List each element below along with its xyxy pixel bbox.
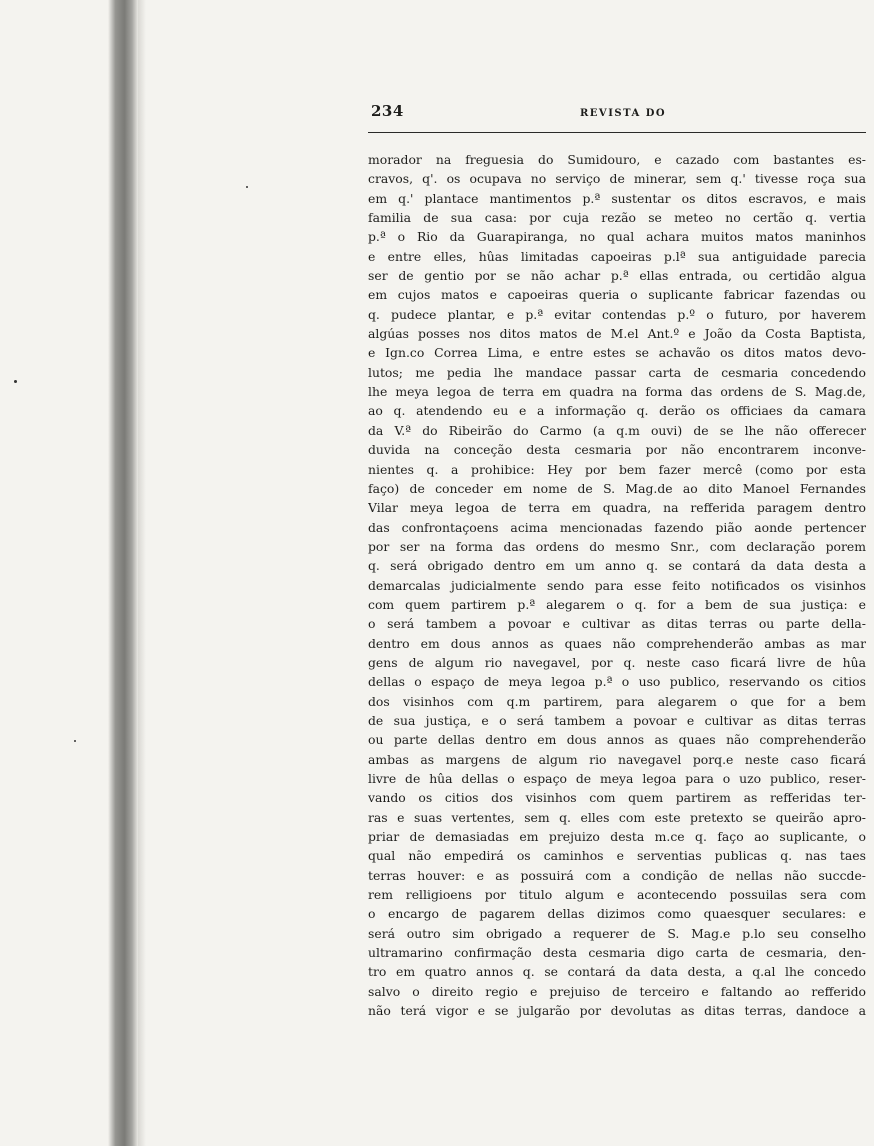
text-line: em cujos matos e capoeiras queria o suplicante fabricar fazendas ou [368, 287, 866, 303]
text-line: em q.' plantace mantimentos p.ª sustentar os ditos escravos, e mais [368, 190, 866, 206]
text-line: ultramarino confirmação desta cesmaria digo carta de cesmaria, den- [368, 945, 866, 961]
text-line: q. pudece plantar, e p.ª evitar contendas p.º o futuro, por haverem [368, 306, 866, 322]
text-line: cravos, q'. os ocupava no serviço de minerar, sem q.' tivesse roça sua [368, 171, 866, 187]
text-line: terras houver: e as possuirá com a condição de nellas não succde- [368, 867, 866, 883]
text-line: será outro sim obrigado a requerer de S. Mag.e p.lo seu conselho [368, 925, 866, 941]
text-line: ou parte dellas dentro em dous annos as quaes não comprehenderão [368, 732, 866, 748]
text-line: ao q. atendendo eu e a informação q. derão os officiaes da camara [368, 403, 866, 419]
text-line: q. será obrigado dentro em um anno q. se contará da data desta a [368, 558, 866, 574]
text-line: o será tambem a povoar e cultivar as ditas terras ou parte della- [368, 616, 866, 632]
running-head: REVISTA DO [580, 108, 667, 119]
text-line: algúas posses nos ditos matos de M.el Ant.º e João da Costa Baptista, [368, 326, 866, 342]
text-line: não terá vigor e se julgarão por devolutas as ditas terras, dandoce a [368, 1003, 866, 1019]
binding-edge [138, 0, 146, 1146]
text-line: por ser na forma das ordens do mesmo Snr., com declaração porem [368, 538, 866, 554]
text-line: dellas o espaço de meya legoa p.ª o uso publico, reservando os citios [368, 674, 866, 690]
text-line: ser de gentio por se não achar p.ª ellas entrada, ou certidão algua [368, 268, 866, 284]
text-line: qual não empedirá os caminhos e serventias publicas q. nas taes [368, 848, 866, 864]
text-line: rem relligioens por titulo algum e acontecendo possuilas sera com [368, 887, 866, 903]
paper-speck [14, 380, 17, 383]
text-line: lutos; me pedia lhe mandace passar carta de cesmaria concedendo [368, 364, 866, 380]
text-line: e Ign.co Correa Lima, e entre estes se achavão os ditos matos devo- [368, 345, 866, 361]
text-line: dentro em dous annos as quaes não comprehenderão ambas as mar [368, 635, 866, 651]
text-line: priar de demasiadas em prejuizo desta m.ce q. faço ao suplicante, o [368, 829, 866, 845]
text-line: Vilar meya legoa de terra em quadra, na refferida paragem dentro [368, 500, 866, 516]
text-line: dos visinhos com q.m partirem, para alegarem o que for a bem [368, 693, 866, 709]
text-line: de sua justiça, e o será tambem a povoar e cultivar as ditas terras [368, 712, 866, 728]
text-line: da V.ª do Ribeirão do Carmo (a q.m ouvi) de se lhe não offerecer [368, 422, 866, 438]
text-line: morador na freguesia do Sumidouro, e cazado com bastantes es- [368, 152, 866, 167]
paper-speck [74, 740, 76, 742]
text-line: das confrontaçoens acima mencionadas fazendo pião aonde pertencer [368, 519, 866, 535]
paper-speck [246, 186, 248, 188]
text-line: familia de sua casa: por cuja rezão se meteo no certão q. vertia [368, 210, 866, 226]
text-line: salvo o direito regio e prejuiso de terceiro e faltando ao refferido [368, 983, 866, 999]
text-line: duvida na conceção desta cesmaria por não encontrarem inconve- [368, 442, 866, 458]
text-line: p.ª o Rio da Guarapiranga, no qual achara muitos matos maninhos [368, 229, 866, 245]
text-line: lhe meya legoa de terra em quadra na forma das ordens de S. Mag.de, [368, 384, 866, 400]
text-line: gens de algum rio navegavel, por q. neste caso ficará livre de hûa [368, 654, 866, 670]
text-line: ras e suas vertentes, sem q. elles com este pretexto se queirão apro- [368, 809, 866, 825]
page-number: 234 [371, 102, 404, 120]
text-line: vando os citios dos visinhos com quem partirem as refferidas ter- [368, 790, 866, 806]
text-line: nientes q. a prohibice: Hey por bem fazer mercê (como por esta [368, 461, 866, 477]
body-text [368, 150, 866, 1020]
text-line: ambas as margens de algum rio navegavel porq.e neste caso ficará [368, 751, 866, 767]
text-line: faço) de conceder em nome de S. Mag.de ao dito Manoel Fernandes [368, 480, 866, 496]
binding-shadow [108, 0, 138, 1146]
header-rule [368, 132, 866, 133]
text-line: o encargo de pagarem dellas dizimos como quaesquer seculares: e [368, 906, 866, 922]
text-line: com quem partirem p.ª alegarem o q. for a bem de sua justiça: e [368, 596, 866, 612]
text-line: tro em quatro annos q. se contará da data desta, a q.al lhe concedo [368, 964, 866, 980]
text-line: e entre elles, hûas limitadas capoeiras p.lª sua antiguidade parecia [368, 248, 866, 264]
text-line: livre de hûa dellas o espaço de meya legoa para o uzo publico, reser- [368, 771, 866, 786]
text-line: demarcalas judicialmente sendo para esse feito notificados os visinhos [368, 577, 866, 593]
